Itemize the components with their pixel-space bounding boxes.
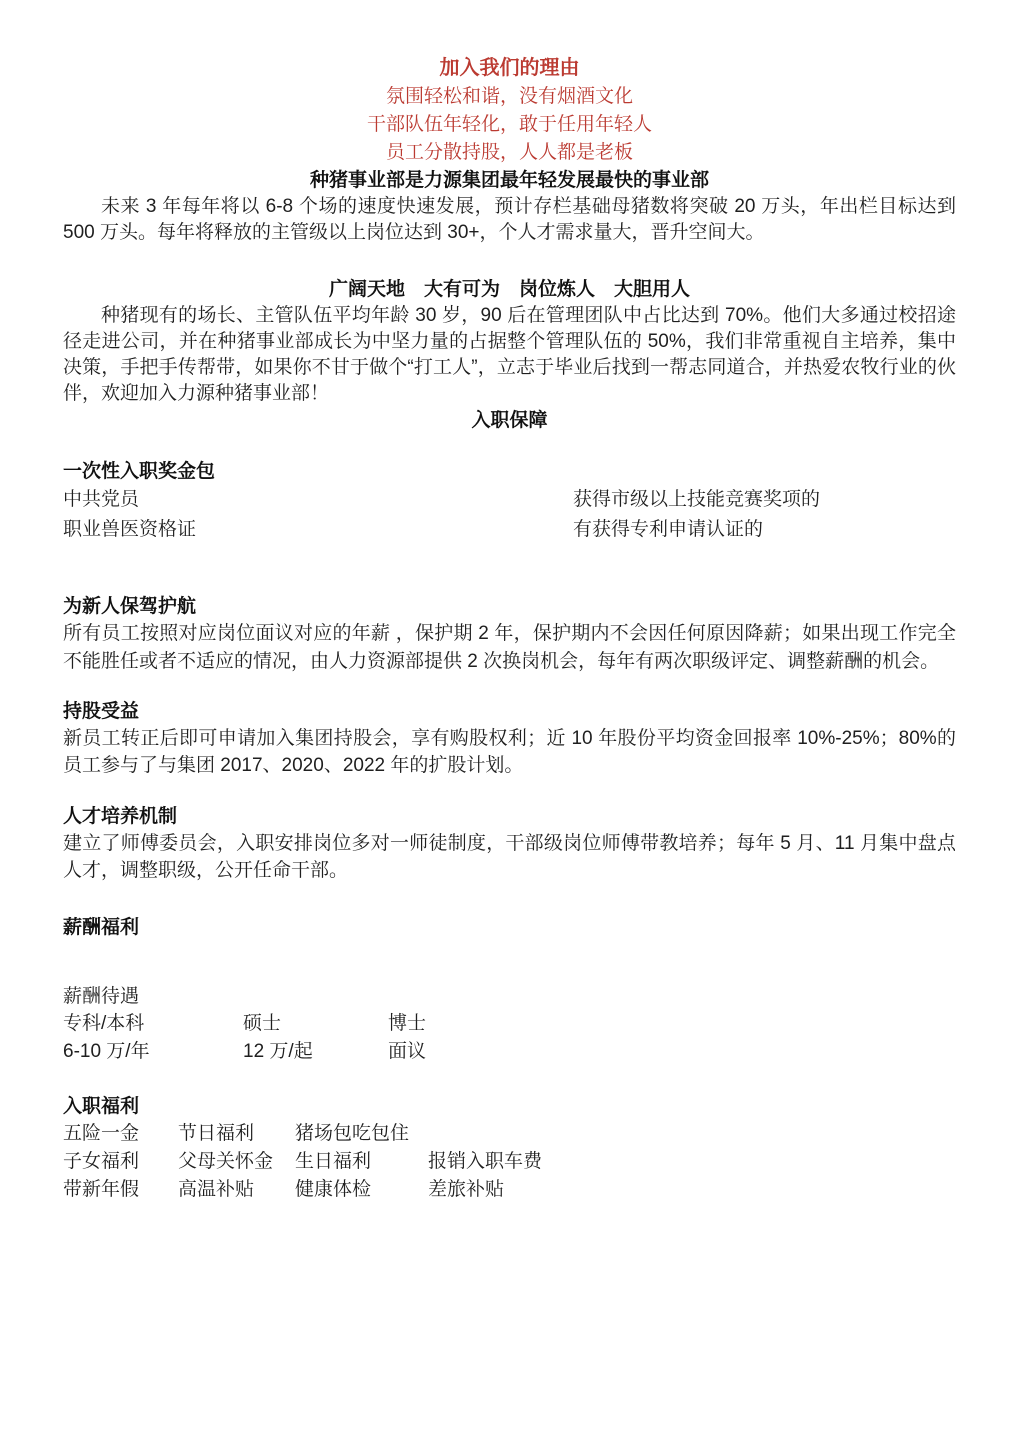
bonus-row-1 bbox=[63, 485, 956, 515]
intro-heading: 种猪事业部是力源集团最年轻发展最快的事业部 bbox=[309, 170, 709, 191]
protection-paragraph: 所有员工按照对应岗位面议对应的年薪 ，保护期 2 年，保护期内不会因任何原因降薪；如果出现工作完全不能胜任或者不适应的情况，由人力资源部提供 2 次换岗机会，每年有两次职级评定、调整薪酬的机会。 bbox=[63, 623, 956, 672]
benefit-item: 节日福利 bbox=[178, 1123, 255, 1144]
benefit-item: 生日福利 bbox=[295, 1151, 372, 1172]
shareholding-paragraph: 新员工转正后即可申请加入集团持股会，享有购股权利；近 10 年股份平均资金回报率 10%-25%；80%的员工参与了与集团 2017、2020、2022 年的扩股计划。 bbox=[63, 728, 956, 776]
bonus-heading: 一次性入职奖金包 bbox=[63, 461, 216, 482]
compensation-heading: 薪酬福利 bbox=[63, 917, 140, 938]
reason-line-1: 氛围轻松和谐，没有烟酒文化 bbox=[385, 86, 633, 107]
benefit-item: 高温补贴 bbox=[178, 1179, 255, 1200]
intro-paragraph: 未来 3 年每年将以 6-8 个场的速度快速发展，预计存栏基础母猪数将突破 20 万头，年出栏目标达到 500 万头。每年将释放的主管级以上岗位达到 30+，个人才需求量大，晋升空间大。 bbox=[63, 196, 956, 243]
salary-value-cell: 6-10 万/年 bbox=[63, 1041, 150, 1062]
reasons-title: 加入我们的理由 bbox=[439, 57, 580, 79]
reason-line-2: 干部队伍年轻化，敢于任用年轻人 bbox=[366, 114, 652, 135]
shareholding-heading: 持股受益 bbox=[63, 701, 140, 722]
benefit-item: 子女福利 bbox=[63, 1151, 140, 1172]
salary-value-cell: 面议 bbox=[388, 1041, 427, 1062]
slogan-paragraph: 种猪现有的场长、主管队伍平均年龄 30 岁，90 后在管理团队中占比达到 70%。他们大多通过校招途径走进公司，并在种猪事业部成长为中坚力量的占据整个管理队伍的 50%，我们非常重视自主培养，集中决策，手把手传帮带，如果你不甘于做个“打工人”，立志于毕业后找到一帮志同道合，并热爱农牧行业的伙伴，欢迎加入力源种猪事业部！ bbox=[63, 305, 956, 404]
benefit-item: 报销入职车费 bbox=[428, 1151, 543, 1172]
salary-header-cell: 专科/本科 bbox=[63, 1013, 145, 1034]
benefit-item: 带新年假 bbox=[63, 1179, 140, 1200]
salary-value-row bbox=[63, 1038, 956, 1066]
reason-line-3: 员工分散持股，人人都是老板 bbox=[385, 142, 633, 163]
bonus-item: 中共党员 bbox=[63, 489, 140, 510]
benefit-row-2 bbox=[63, 1148, 956, 1176]
benefit-item: 五险一金 bbox=[63, 1123, 140, 1144]
benefit-item: 猪场包吃包住 bbox=[295, 1123, 410, 1144]
benefit-item: 父母关怀金 bbox=[178, 1151, 274, 1172]
bonus-row-2 bbox=[63, 515, 956, 545]
benefits-heading: 入职福利 bbox=[63, 1096, 140, 1117]
training-heading: 人才培养机制 bbox=[63, 806, 178, 827]
bonus-item: 职业兽医资格证 bbox=[63, 519, 197, 540]
benefit-row-1 bbox=[63, 1120, 956, 1148]
slogan-heading: 广阔天地 大有可为 岗位炼人 大胆用人 bbox=[328, 279, 690, 300]
benefit-item: 差旅补贴 bbox=[428, 1179, 505, 1200]
guarantee-heading: 入职保障 bbox=[471, 410, 548, 431]
training-paragraph: 建立了师傅委员会，入职安排岗位多对一师徒制度，干部级岗位师傅带教培养；每年 5 月、11 月集中盘点人才，调整职级，公开任命干部。 bbox=[63, 833, 956, 881]
salary-header-cell: 硕士 bbox=[243, 1013, 282, 1034]
salary-header-cell: 博士 bbox=[388, 1013, 427, 1034]
bonus-item: 有获得专利申请认证的 bbox=[573, 519, 764, 540]
benefit-row-3 bbox=[63, 1176, 956, 1204]
salary-subheading: 薪酬待遇 bbox=[63, 986, 140, 1007]
benefit-item: 健康体检 bbox=[295, 1179, 372, 1200]
protection-heading: 为新人保驾护航 bbox=[63, 596, 197, 617]
salary-header-row bbox=[63, 1010, 956, 1038]
bonus-item: 获得市级以上技能竞赛奖项的 bbox=[573, 489, 821, 510]
salary-value-cell: 12 万/起 bbox=[243, 1041, 313, 1062]
